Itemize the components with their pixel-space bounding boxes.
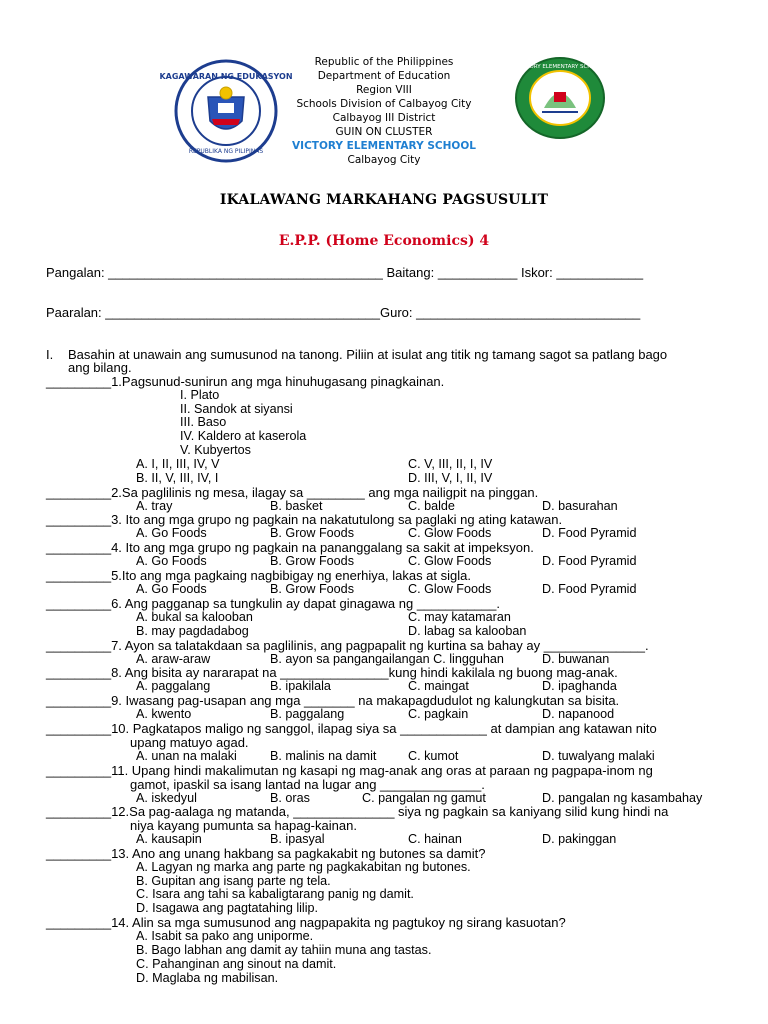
question-5: _________5.Ito ang mga pagkaing nagbibigay ng enerhiya, lakas at sigla. — [46, 568, 471, 583]
q9-option-d: D. napanood — [542, 707, 615, 721]
q11-option-c: C. pangalan ng gamut — [362, 791, 486, 805]
header-line-region: Region VIII — [356, 84, 412, 96]
q7-option-b: B. ayon sa pangangailangan C. lingguhan — [270, 652, 504, 666]
question-10-cont: upang matuyo agad. — [130, 735, 249, 750]
question-8: _________8. Ang bisita ay nararapat na _______________kung hindi kakilala ng buong mag-anak. — [46, 665, 618, 680]
q9-option-b: B. paggalang — [270, 707, 345, 721]
q12-option-b: B. ipasyal — [270, 832, 325, 846]
q7-option-d: D. buwanan — [542, 652, 610, 666]
header-line-district: Calbayog III District — [332, 112, 436, 124]
question-11: _________11. Upang hindi makalimutan ng kasapi ng mag-anak ang oras at paraan ng pagpapa-inom ng — [46, 763, 653, 778]
exam-subject: E.P.P. (Home Economics) 4 — [278, 233, 490, 249]
q6-option-a: A. bukal sa kalooban — [136, 610, 253, 624]
q1-roman-2: II. Sandok at siyansi — [180, 402, 293, 416]
q11-option-d: D. pangalan ng kasambahay — [542, 791, 703, 805]
q10-option-b: B. malinis na damit — [270, 749, 377, 763]
school-seal-text: VICTORY ELEMENTARY SCHOOL — [516, 64, 604, 70]
question-1: _________1.Pagsunud-sunirun ang mga hinuhugasang pinagkainan. — [46, 374, 445, 389]
exam-title: IKALAWANG MARKAHANG PAGSUSULIT — [219, 192, 549, 208]
header-line-deped: Department of Education — [317, 70, 451, 82]
question-2: _________2.Sa paglilinis ng mesa, ilagay sa ________ ang mga nailigpit na pinggan. — [46, 485, 539, 500]
seal-bottom-text: REPUBLIKA NG PILIPINAS — [188, 148, 264, 155]
q13-option-c: C. Isara ang tahi sa kabaligtarang panig ng damit. — [136, 887, 414, 901]
header-line-cluster: GUIN ON CLUSTER — [335, 126, 433, 138]
q1-roman-3: III. Baso — [180, 415, 227, 429]
q9-option-c: C. pagkain — [408, 707, 469, 721]
q12-option-a: A. kausapin — [136, 832, 202, 846]
q8-option-b: B. ipakilala — [270, 679, 331, 693]
q13-option-a: A. Lagyan ng marka ang parte ng pagkakabitan ng butones. — [136, 860, 471, 874]
q13-option-b: B. Gupitan ang isang parte ng tela. — [136, 874, 331, 888]
q1-roman-5: V. Kubyertos — [180, 443, 251, 457]
seal-top-text: KAGAWARAN NG EDUKASYON — [159, 72, 293, 81]
q1-option-b: B. II, V, III, IV, I — [136, 471, 219, 485]
q5-option-b: B. Grow Foods — [270, 582, 354, 596]
q8-option-d: D. ipaghanda — [542, 679, 617, 693]
q1-option-d: D. III, V, I, II, IV — [408, 471, 493, 485]
question-12-cont: niya kayang pumunta sa hapag-kainan. — [130, 818, 357, 833]
q10-option-d: D. tuwalyang malaki — [542, 749, 655, 763]
instructions-line-2: ang bilang. — [68, 360, 132, 375]
q11-option-b: B. oras — [270, 791, 310, 805]
q2-option-a: A. tray — [136, 499, 173, 513]
question-12: _________12.Sa pag-aalaga ng matanda, ______________ siya ng pagkain sa kaniyang silid kung hindi na — [46, 804, 669, 819]
q3-option-b: B. Grow Foods — [270, 526, 354, 540]
q8-option-a: A. paggalang — [136, 679, 211, 693]
q5-option-c: C. Glow Foods — [408, 582, 492, 596]
q14-option-a: A. Isabit sa pako ang uniporme. — [136, 929, 314, 943]
q1-option-c: C. V, III, II, I, IV — [408, 457, 493, 471]
q8-option-c: C. maingat — [408, 679, 469, 693]
q12-option-c: C. hainan — [408, 832, 462, 846]
q1-roman-4: IV. Kaldero at kaserola — [180, 429, 307, 443]
q11-option-a: A. iskedyul — [136, 791, 197, 805]
question-13: _________13. Ano ang unang hakbang sa pagkakabit ng butones sa damit? — [46, 846, 486, 861]
q7-option-a: A. araw-araw — [136, 652, 211, 666]
field-row-paaralan[interactable]: Paaralan: ______________________________________Guro: _______________________________ — [46, 305, 641, 320]
q10-option-c: C. kumot — [408, 749, 459, 763]
field-row-pangalan[interactable]: Pangalan: ______________________________________ Baitang: ___________ Iskor: ____________ — [46, 265, 644, 280]
q2-option-c: C. balde — [408, 499, 455, 513]
question-7: _________7. Ayon sa talatakdaan sa paglilinis, ang pagpapalit ng kurtina sa bahay ay ______________. — [46, 638, 649, 653]
q12-option-d: D. pakinggan — [542, 832, 617, 846]
q4-option-a: A. Go Foods — [136, 554, 207, 568]
q4-option-b: B. Grow Foods — [270, 554, 354, 568]
header-school-name: VICTORY ELEMENTARY SCHOOL — [292, 140, 476, 152]
q14-option-b: B. Bago labhan ang damit ay tahiin muna ang tastas. — [136, 943, 432, 957]
q1-roman-1: I. Plato — [180, 388, 220, 402]
question-3: _________3. Ito ang mga grupo ng pagkain na nakatutulong sa paglaki ng ating katawan. — [46, 512, 563, 527]
q6-option-b: B. may pagdadabog — [136, 624, 249, 638]
q5-option-d: D. Food Pyramid — [542, 582, 637, 596]
q5-option-a: A. Go Foods — [136, 582, 207, 596]
q4-option-d: D. Food Pyramid — [542, 554, 637, 568]
question-9: _________9. Iwasang pag-usapan ang mga _______ na makapagdudulot ng kalungkutan sa bisita. — [46, 693, 620, 708]
q4-option-c: C. Glow Foods — [408, 554, 492, 568]
question-10: _________10. Pagkatapos maligo ng sanggol, ilapag siya sa ____________ at dampian ang katawan nito — [46, 721, 657, 736]
q2-option-b: B. basket — [270, 499, 323, 513]
q13-option-d: D. Isagawa ang pagtatahing lilip. — [136, 901, 319, 915]
q3-option-c: C. Glow Foods — [408, 526, 492, 540]
header-line-republic: Republic of the Philippines — [314, 56, 454, 68]
question-4: _________4. Ito ang mga grupo ng pagkain na pananggalang sa sakit at impeksyon. — [46, 540, 534, 555]
q10-option-a: A. unan na malaki — [136, 749, 237, 763]
q1-option-a: A. I, II, III, IV, V — [136, 457, 220, 471]
q3-option-d: D. Food Pyramid — [542, 526, 637, 540]
q2-option-d: D. basurahan — [542, 499, 618, 513]
question-6: _________6. Ang pagganap sa tungkulin ay dapat ginagawa ng ___________. — [46, 596, 500, 611]
q6-option-c: C. may katamaran — [408, 610, 511, 624]
letterhead — [200, 55, 568, 167]
instructions-number: I. — [46, 347, 54, 362]
instructions-line-1: Basahin at unawain ang sumusunod na tanong. Piliin at isulat ang titik ng tamang sagot sa patlang bago — [68, 347, 668, 362]
header-line-division: Schools Division of Calbayog City — [296, 98, 472, 110]
q3-option-a: A. Go Foods — [136, 526, 207, 540]
q14-option-d: D. Maglaba ng mabilisan. — [136, 971, 279, 985]
question-14: _________14. Alin sa mga sumusunod ang nagpapakita ng pagtukoy ng sirang kasuotan? — [46, 915, 566, 930]
q14-option-c: C. Pahanginan ang sinout na damit. — [136, 957, 337, 971]
header-city: Calbayog City — [347, 154, 421, 166]
q6-option-d: D. labag sa kalooban — [408, 624, 527, 638]
question-11-cont: gamot, ipaskil sa isang lantad na lugar ang ______________. — [130, 777, 485, 792]
q9-option-a: A. kwento — [136, 707, 192, 721]
